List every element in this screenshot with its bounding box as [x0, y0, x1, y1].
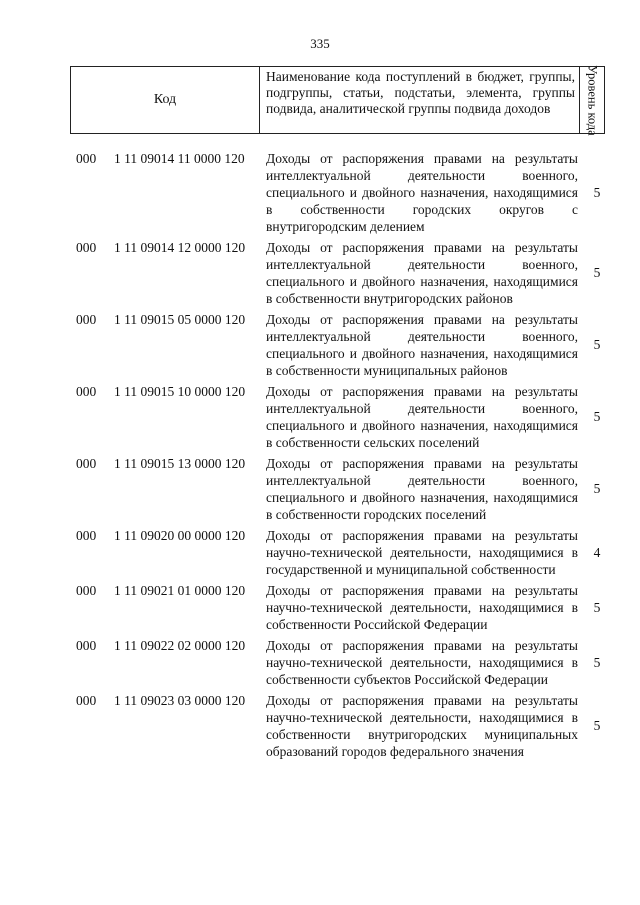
header-name: Наименование кода поступлений в бюджет, группы, подгруппы, статьи, подстатьи, элемента, группы подвида, аналитической группы подвида доходов: [260, 67, 580, 133]
row-name: Доходы от распоряжения правами на результаты научно-технической деятельности, находящимися в собственности Российской Федерации: [266, 583, 578, 632]
table-header: [70, 66, 605, 134]
row-level: 5: [593, 184, 601, 200]
page-number: 335: [310, 36, 330, 51]
table-row: [70, 239, 610, 307]
row-level: 5: [593, 718, 601, 733]
row-level: 4: [593, 544, 601, 560]
row-name: Доходы от распоряжения правами на результаты интеллектуальной деятельности военного, специального и двойного назначения, находящимися в собственности муниципальных районов: [266, 312, 578, 378]
table-row: [70, 311, 610, 379]
row-admin-code: 000: [76, 384, 97, 399]
row-income-code: 1 11 09015 13 0000 120: [114, 456, 246, 471]
table-row: [70, 692, 610, 760]
row-level: 5: [593, 409, 601, 424]
row-admin-code: 000: [76, 151, 97, 166]
header-kod: Код: [71, 67, 260, 133]
row-name: Доходы от распоряжения правами на результаты научно-технической деятельности, находящимися в собственности внутригородских муниципальных образований городов федерального значения: [266, 693, 578, 759]
row-name: Доходы от распоряжения правами на результаты научно-технической деятельности, находящимися в государственной и муниципальной собственности: [266, 528, 578, 577]
row-income-code: 1 11 09022 02 0000 120: [114, 638, 246, 653]
row-name: Доходы от распоряжения правами на результаты научно-технической деятельности, находящимися в собственности субъектов Российской Федерации: [266, 638, 578, 687]
table-row: [70, 637, 610, 688]
row-name: Доходы от распоряжения правами на результаты интеллектуальной деятельности военного, специального и двойного назначения, находящимися в собственности городских округов с внутригородским делением: [266, 151, 578, 234]
row-income-code: 1 11 09014 12 0000 120: [114, 240, 246, 255]
table-body: [70, 150, 610, 764]
table-row: [70, 150, 610, 235]
row-admin-code: 000: [76, 240, 97, 255]
row-name: Доходы от распоряжения правами на результаты интеллектуальной деятельности военного, специального и двойного назначения, находящимися в собственности сельских поселений: [266, 384, 578, 450]
row-level: 5: [593, 265, 601, 280]
row-level: 5: [593, 481, 601, 496]
header-level-label: Уровень кода: [585, 64, 600, 136]
row-income-code: 1 11 09015 10 0000 120: [114, 384, 246, 399]
row-admin-code: 000: [76, 528, 97, 543]
table-row: [70, 383, 610, 451]
table-row: [70, 582, 610, 633]
row-admin-code: 000: [76, 583, 97, 598]
row-name: Доходы от распоряжения правами на результаты интеллектуальной деятельности военного, специального и двойного назначения, находящимися в собственности городских поселений: [266, 456, 578, 522]
row-income-code: 1 11 09014 11 0000 120: [114, 151, 245, 166]
row-admin-code: 000: [76, 638, 97, 653]
row-admin-code: 000: [76, 312, 97, 327]
row-level: 5: [593, 337, 601, 352]
row-level: 5: [593, 654, 601, 670]
header-level: [580, 64, 604, 136]
row-level: 5: [593, 599, 601, 615]
row-income-code: 1 11 09020 00 0000 120: [114, 528, 246, 543]
table-row: [70, 527, 610, 578]
row-income-code: 1 11 09015 05 0000 120: [114, 312, 246, 327]
row-admin-code: 000: [76, 693, 97, 708]
row-income-code: 1 11 09021 01 0000 120: [114, 583, 246, 598]
row-admin-code: 000: [76, 456, 97, 471]
row-income-code: 1 11 09023 03 0000 120: [114, 693, 246, 708]
table-row: [70, 455, 610, 523]
row-name: Доходы от распоряжения правами на результаты интеллектуальной деятельности военного, специального и двойного назначения, находящимися в собственности внутригородских районов: [266, 240, 578, 306]
